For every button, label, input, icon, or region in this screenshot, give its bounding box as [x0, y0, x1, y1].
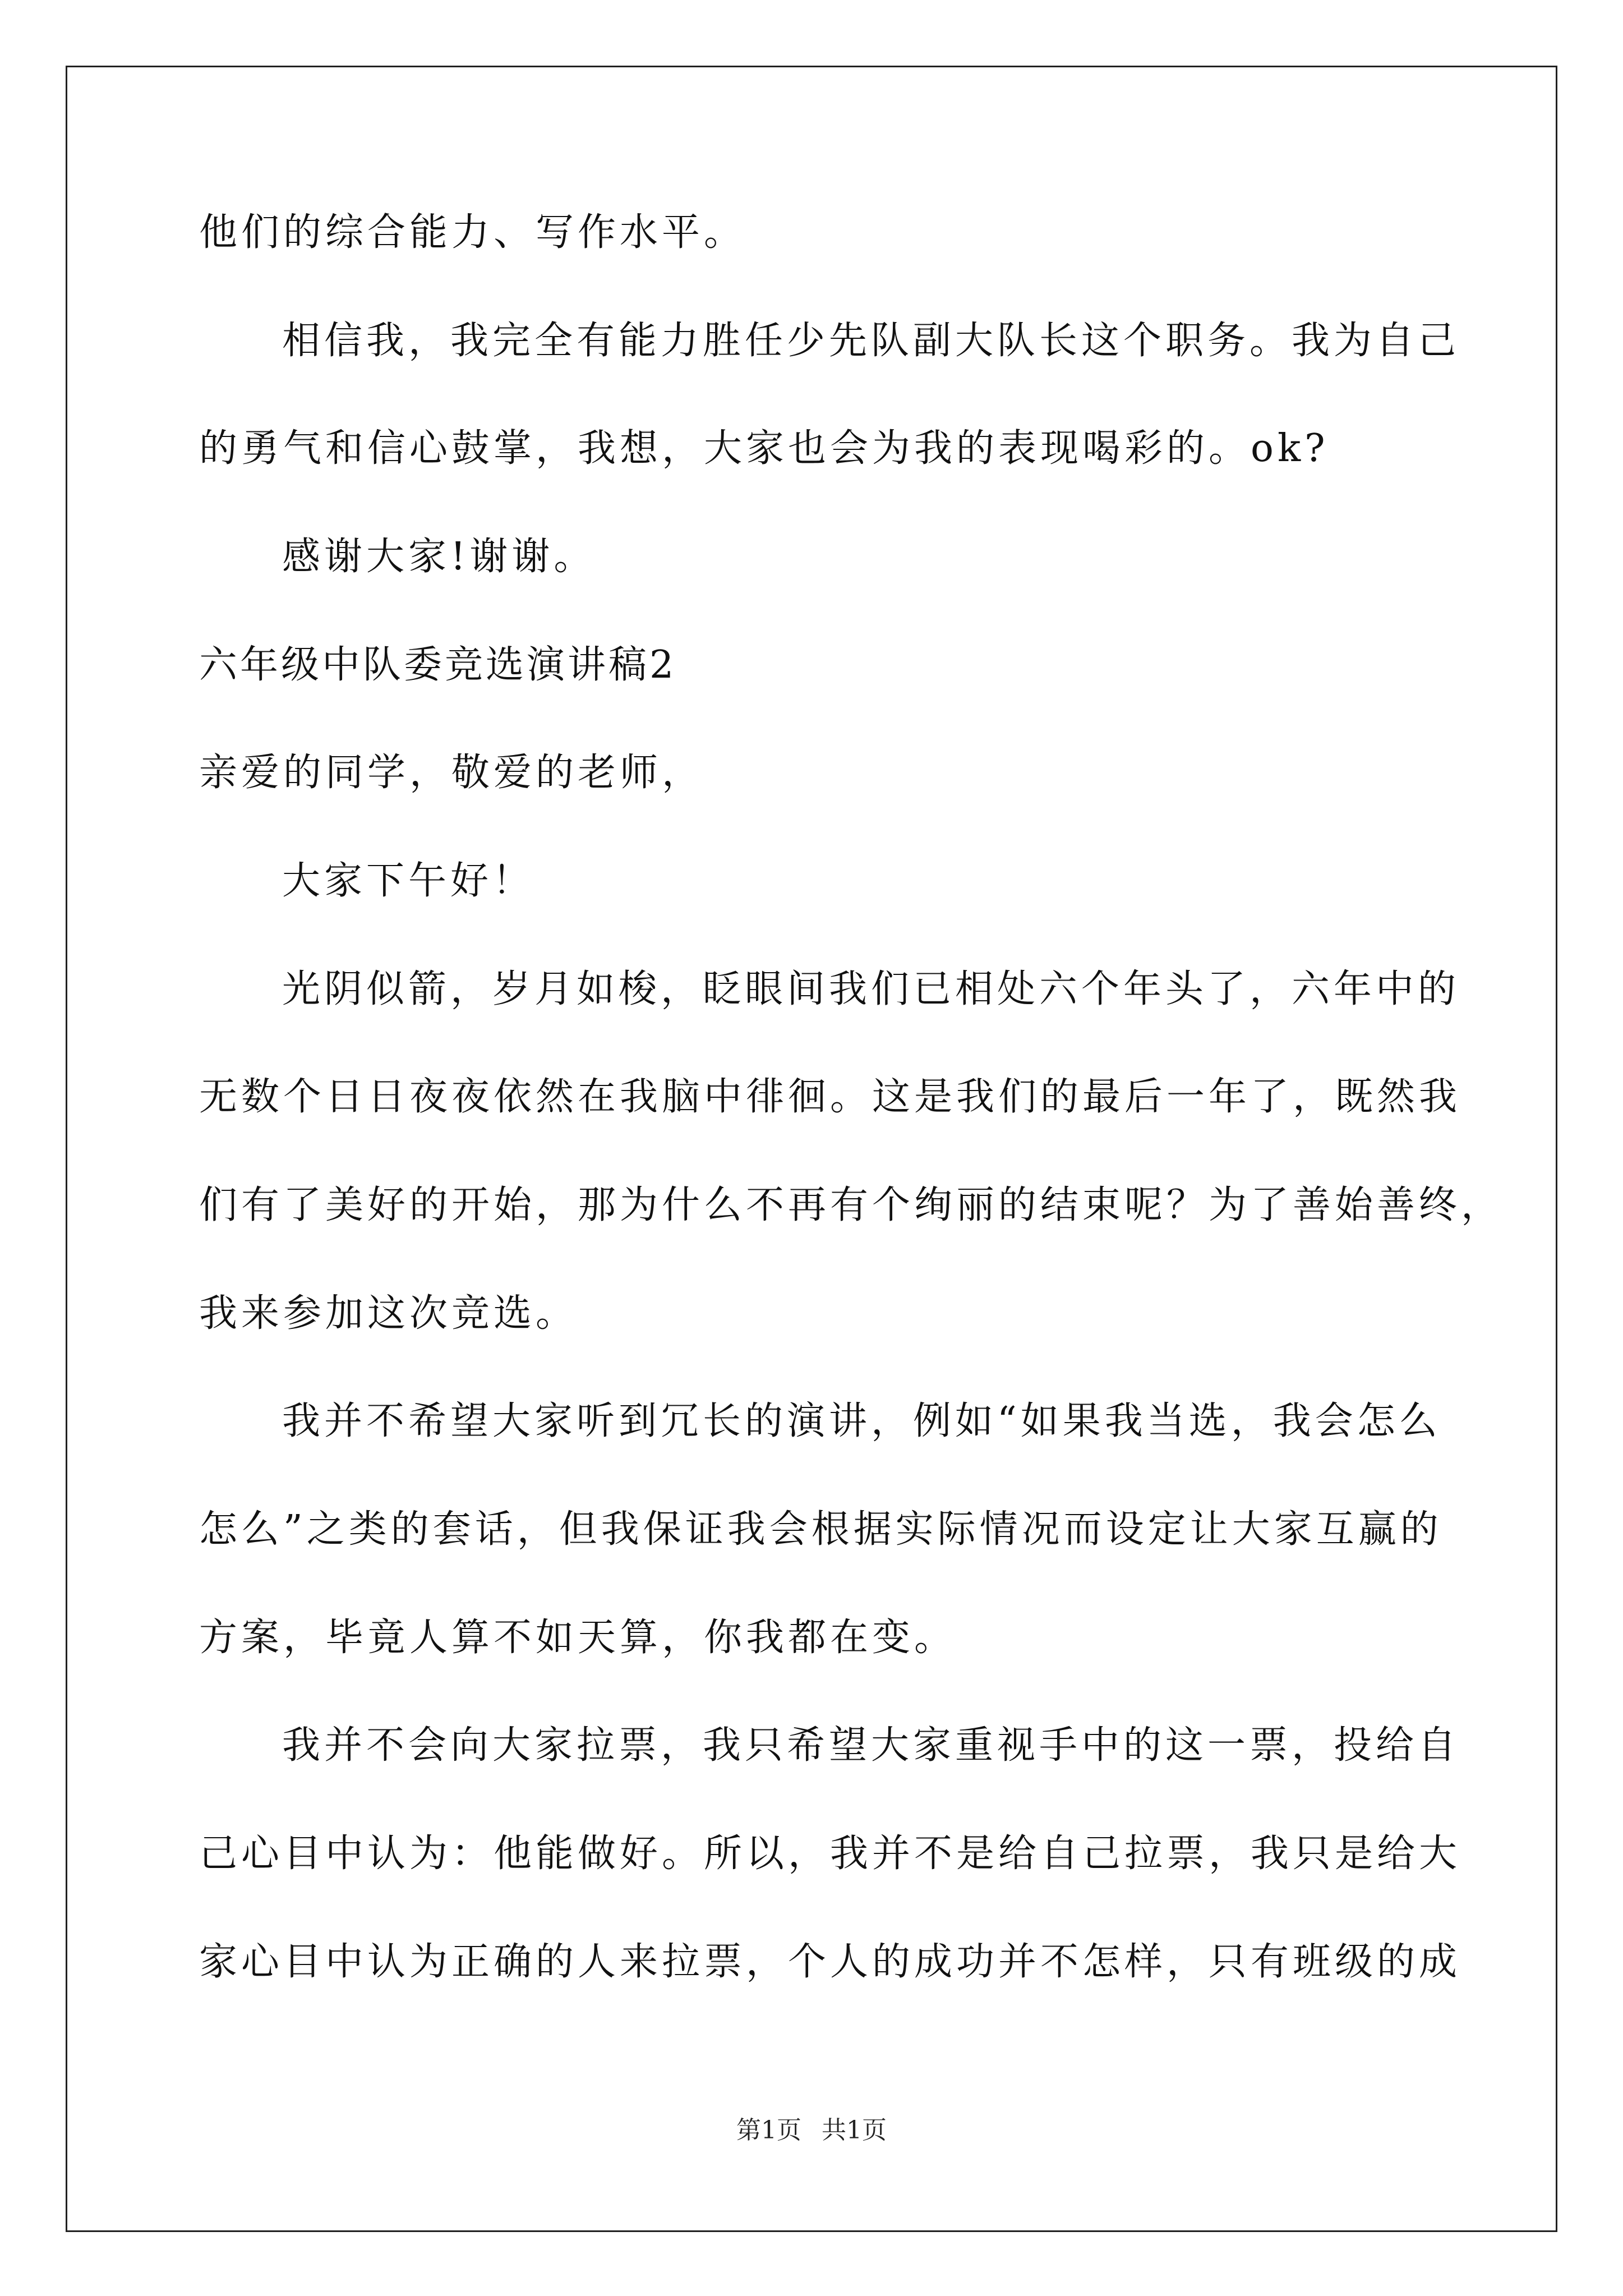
text-line: 我来参加这次竞选。: [199, 1291, 578, 1336]
greeting-line: 大家下午好！: [282, 859, 535, 903]
page-count: 共1页: [822, 2116, 887, 2145]
salutation-line: 亲爱的同学，敬爱的老师，: [199, 751, 704, 795]
text-line: 我并不希望大家听到冗长的演讲，例如“如果我当选，我会怎么: [282, 1399, 1441, 1443]
text-line: 家心目中认为正确的人来拉票，个人的成功并不怎样，只有班级的成: [199, 1940, 1461, 1984]
page-footer: [0, 2115, 1623, 2146]
text-line: 相信我，我完全有能力胜任少先队副大队长这个职务。我为自己: [282, 319, 1460, 363]
page-border: [66, 66, 1557, 2232]
text-line: 怎么”之类的套话，但我保证我会根据实际情况而设定让大家互赢的: [199, 1507, 1442, 1552]
text-line: 我并不会向大家拉票，我只希望大家重视手中的这一票，投给自: [282, 1723, 1460, 1768]
text-line: 的勇气和信心鼓掌，我想，大家也会为我的表现喝彩的。ok?: [199, 426, 1329, 471]
page-number: 第1页: [736, 2116, 801, 2145]
section-heading: 六年级中队委竞选演讲稿2: [199, 643, 677, 687]
text-line: 无数个日日夜夜依然在我脑中徘徊。这是我们的最后一年了，既然我: [199, 1075, 1461, 1119]
text-line: 光阴似箭，岁月如梭，眨眼间我们已相处六个年头了，六年中的: [282, 967, 1460, 1011]
text-line: 己心目中认为：他能做好。所以，我并不是给自己拉票，我只是给大: [199, 1832, 1461, 1876]
text-line: 他们的综合能力、写作水平。: [199, 210, 746, 255]
text-line: 们有了美好的开始，那为什么不再有个绚丽的结束呢？为了善始善终，: [199, 1183, 1504, 1227]
text-line: 感谢大家!谢谢。: [282, 535, 596, 579]
text-line: 方案，毕竟人算不如天算，你我都在变。: [199, 1616, 957, 1660]
